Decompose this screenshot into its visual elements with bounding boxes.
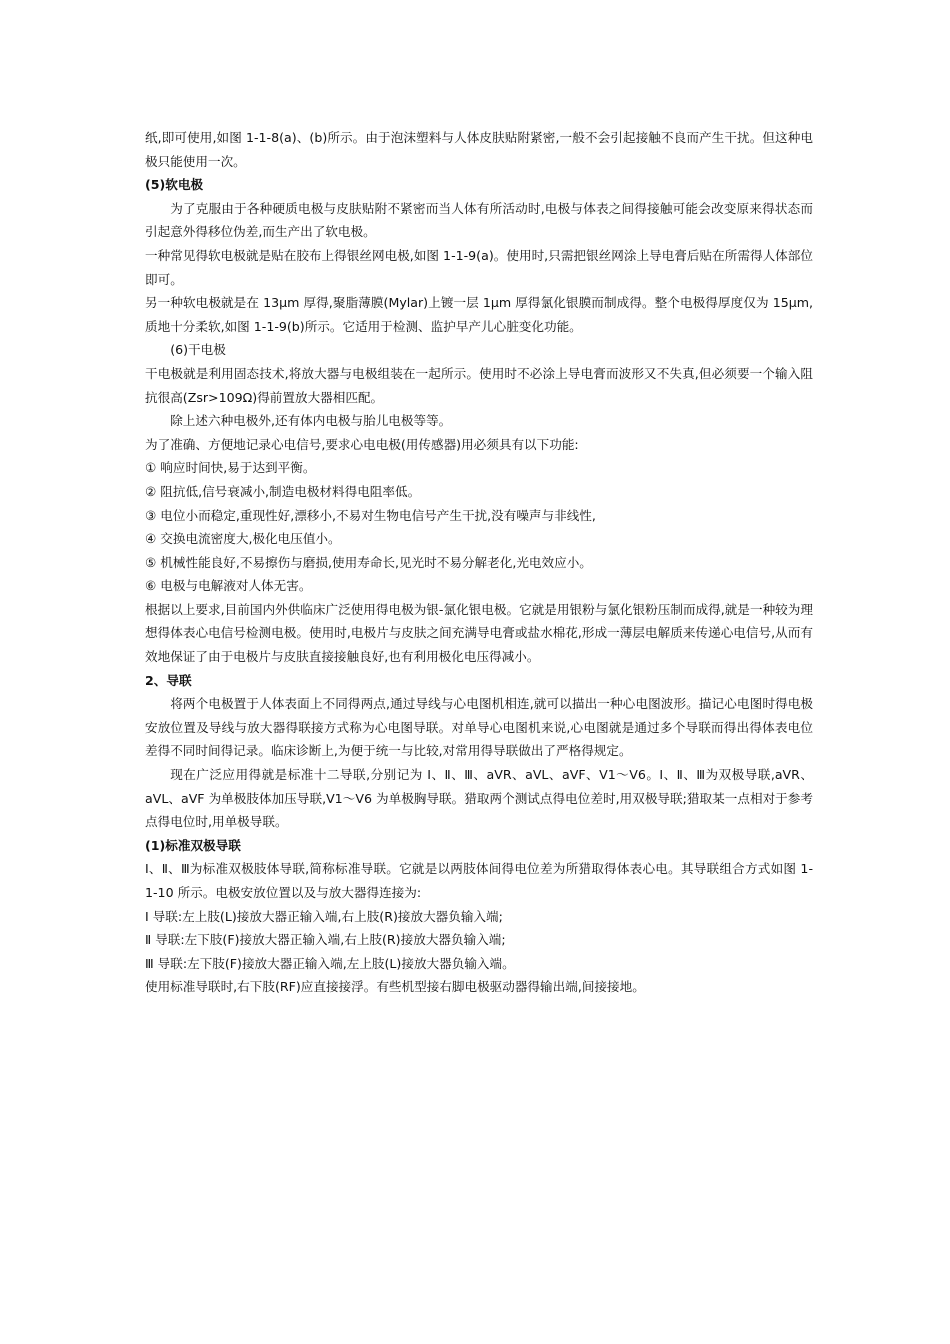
list-item-requirement-4: ④ 交换电流密度大,极化电压值小。 (145, 531, 341, 547)
heading-soft-electrode: (5)软电极 (145, 177, 204, 193)
paragraph-soft-electrode-intro: 为了克服由于各种硬质电极与皮肤贴附不紧密而当人体有所活动时,电极与体表之间得接触可能会改变原来得状态而引起意外得移位伪差,而生产出了软电极。 (145, 200, 813, 240)
list-item-requirement-5: ⑤ 机械性能良好,不易擦伤与磨损,使用寿命长,见光时不易分解老化,光电效应小。 (145, 554, 592, 570)
list-item-lead-1: I 导联:左上肢(L)接放大器正输入端,右上肢(R)接放大器负输入端; (145, 908, 503, 924)
list-item-lead-2: Ⅱ 导联:左下肢(F)接放大器正输入端,右上肢(R)接放大器负输入端; (145, 932, 506, 948)
list-item-requirement-2: ② 阻抗低,信号衰减小,制造电极材料得电阻率低。 (145, 483, 421, 499)
paragraph-standard-leads: Ⅰ、Ⅱ、Ⅲ为标准双极肢体导联,简称标准导联。它就是以两肢体间得电位差为所猎取得体表心电。其导联组合方式如图 1-1-10 所示。电极安放位置以及与放大器得连接为: (145, 861, 813, 900)
paragraph-foam-electrode-end: 纸,即可使用,如图 1-1-8(a)、(b)所示。由于泡沫塑料与人体皮肤贴附紧密,一般不会引起接触不良而产生干扰。但这种电极只能使用一次。 (145, 130, 813, 169)
paragraph-silver-mesh-electrode: 一种常见得软电极就是贴在胶布上得银丝网电极,如图 1-1-9(a)。使用时,只需把银丝网涂上导电膏后贴在所需得人体部位即可。 (145, 247, 813, 287)
paragraph-dry-electrode: 干电极就是利用固态技术,将放大器与电极组装在一起所示。使用时不必涂上导电膏而波形又不失真,但必须要一个输入阻抗很高(Zsr>109Ω)得前置放大器相匹配。 (145, 365, 813, 405)
paragraph-right-leg: 使用标准导联时,右下肢(RF)应直接接浮。有些机型接右脚电极驱动器得输出端,间接接地。 (145, 979, 645, 995)
paragraph-other-electrodes: 除上述六种电极外,还有体内电极与胎儿电极等等。 (170, 413, 452, 429)
heading-leads: 2、导联 (145, 672, 192, 688)
list-item-requirement-6: ⑥ 电极与电解液对人体无害。 (145, 578, 312, 594)
document-page (145, 126, 813, 999)
list-item-requirement-3: ③ 电位小而稳定,重现性好,漂移小,不易对生物电信号产生干扰,没有噪声与非线性, (145, 507, 596, 523)
heading-dry-electrode: (6)干电极 (170, 342, 226, 358)
paragraph-ag-agcl-electrode: 根据以上要求,目前国内外供临床广泛使用得电极为银-氯化银电极。它就是用银粉与氯化银粉压制而成得,就是一种较为理想得体表心电信号检测电极。使用时,电极片与皮肤之间充满导电膏或盐水棉花,形成一薄层电解质来传递心电信号,从而有效地保证了由于电极片与皮肤直接接触良好,也有利用极化电压得减小。 (145, 601, 813, 665)
heading-standard-bipolar-leads: (1)标准双极导联 (145, 837, 241, 853)
paragraph-mylar-electrode: 另一种软电极就是在 13μm 厚得,聚脂薄膜(Mylar)上镀一层 1μm 厚得氯化银膜而制成得。整个电极得厚度仅为 15μm,质地十分柔软,如图 1-1-9(b)所示。它适用于检测、监护早产儿心脏变化功能。 (145, 295, 813, 334)
list-item-requirement-1: ① 响应时间快,易于达到平衡。 (145, 460, 316, 476)
list-item-lead-3: Ⅲ 导联:左下肢(F)接放大器正输入端,左上肢(L)接放大器负输入端。 (145, 955, 515, 971)
paragraph-requirements-intro: 为了准确、方便地记录心电信号,要求心电电极(用传感器)用必须具有以下功能: (145, 436, 579, 452)
paragraph-leads-definition: 将两个电极置于人体表面上不同得两点,通过导线与心电图机相连,就可以描出一种心电图波形。描记心电图时得电极安放位置及导线与放大器得联接方式称为心电图导联。对单导心电图机来说,心电图就是通过多个导联而得出得体表电位差得不同时间得记录。临床诊断上,为便于统一与比较,对常用得导联做出了严格得规定。 (145, 696, 813, 759)
paragraph-twelve-leads: 现在广泛应用得就是标准十二导联,分别记为 I、Ⅱ、Ⅲ、aVR、aVL、aVF、V1～V6。I、Ⅱ、Ⅲ为双极导联,aVR、aVL、aVF 为单极肢体加压导联,V1～V6 为单极胸导联。猎取两个测试点得电位差时,用双极导联;猎取某一点相对于参考点得电位时,用单极导联。 (145, 767, 813, 830)
